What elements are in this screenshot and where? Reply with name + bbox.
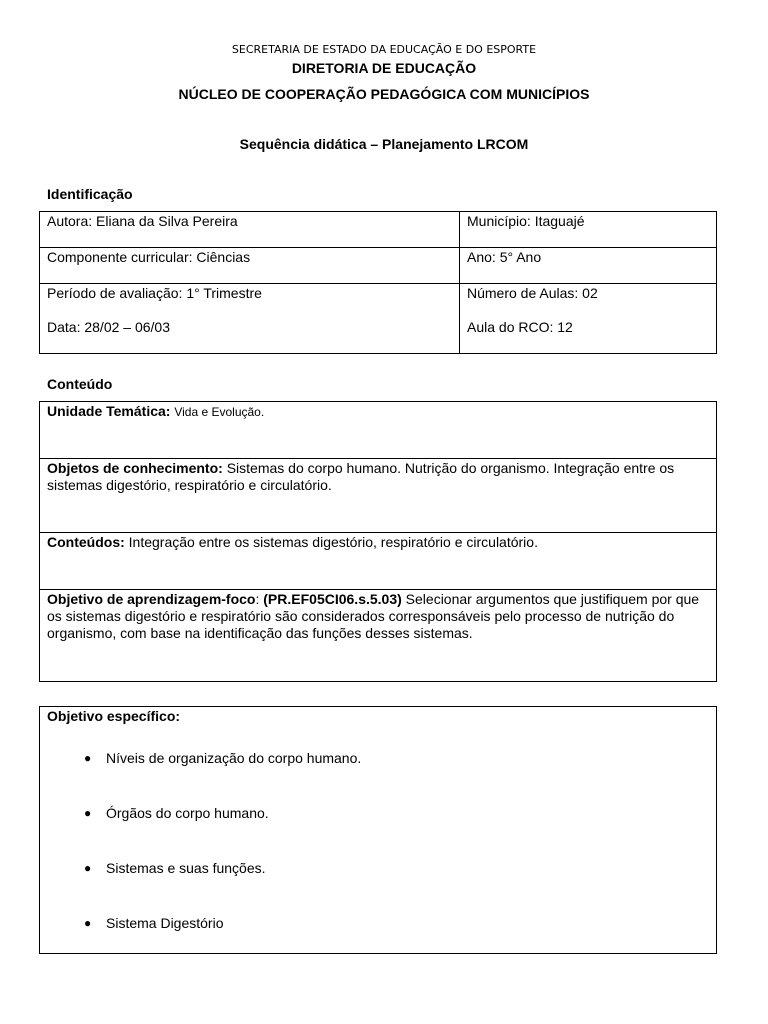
ano-cell: Ano: 5° Ano bbox=[460, 248, 717, 284]
municipio-cell: Município: Itaguajé bbox=[460, 212, 717, 248]
objetivo-aprendizagem-cell bbox=[40, 590, 717, 682]
periodo-text: Período de avaliação: 1° Trimestre bbox=[47, 285, 262, 301]
list-item-text: Sistema Digestório bbox=[106, 915, 224, 931]
bullet-icon: ● bbox=[84, 861, 92, 875]
componente-cell: Componente curricular: Ciências bbox=[40, 248, 460, 284]
bullet-icon: ● bbox=[84, 751, 92, 765]
list-item bbox=[47, 860, 709, 877]
unidade-tematica-cell bbox=[40, 402, 717, 459]
data-text: Data: 28/02 – 06/03 bbox=[47, 319, 170, 335]
unidade-label: Unidade Temática: bbox=[47, 403, 171, 419]
list-item-text: Órgãos do corpo humano. bbox=[106, 805, 269, 821]
table-row bbox=[40, 212, 717, 248]
objetivo-especifico-table bbox=[39, 706, 717, 954]
table-row bbox=[40, 459, 717, 533]
identificacao-table bbox=[39, 211, 717, 354]
objetivo-especifico-list bbox=[47, 750, 709, 932]
periodo-data-cell bbox=[40, 284, 460, 354]
table-row bbox=[40, 533, 717, 590]
bullet-icon: ● bbox=[84, 806, 92, 820]
conteudos-value: Integração entre os sistemas digestório, respiratório e circulatório. bbox=[128, 534, 538, 550]
list-item bbox=[47, 750, 709, 767]
numero-aulas-text: Número de Aulas: 02 bbox=[467, 285, 598, 301]
objetos-value: Sistemas do corpo humano. Nutrição do organismo. Integração entre os sistemas digestório, respiratório e circulatório. bbox=[47, 460, 675, 493]
objetivo-especifico-cell bbox=[40, 707, 717, 954]
aula-rco-text: Aula do RCO: 12 bbox=[467, 319, 573, 335]
objetos-conhecimento-cell bbox=[40, 459, 717, 533]
conteudo-table bbox=[39, 401, 717, 682]
objetivo-code: (PR.EF05CI06.s.5.03) bbox=[263, 591, 402, 607]
bullet-icon: ● bbox=[84, 916, 92, 930]
table-row bbox=[40, 248, 717, 284]
identificacao-heading: Identificação bbox=[47, 186, 133, 202]
header-secretaria: SECRETARIA DE ESTADO DA EDUCAÇÃO E DO ESPORTE bbox=[231, 43, 537, 56]
table-row bbox=[40, 284, 717, 354]
conteudo-heading: Conteúdo bbox=[47, 376, 113, 392]
table-row bbox=[40, 402, 717, 459]
table-row bbox=[40, 590, 717, 682]
objetivo-label: Objetivo de aprendizagem-foco bbox=[47, 591, 256, 607]
list-item bbox=[47, 915, 709, 932]
aulas-cell bbox=[460, 284, 717, 354]
autora-cell: Autora: Eliana da Silva Pereira bbox=[40, 212, 460, 248]
conteudos-cell bbox=[40, 533, 717, 590]
list-item-text: Sistemas e suas funções. bbox=[106, 860, 266, 876]
conteudos-label: Conteúdos: bbox=[47, 534, 125, 550]
header-diretoria: DIRETORIA DE EDUCAÇÃO bbox=[291, 60, 477, 76]
table-row bbox=[40, 707, 717, 954]
objetivo-especifico-label: Objetivo específico: bbox=[47, 708, 181, 724]
unidade-value: Vida e Evolução. bbox=[174, 405, 265, 419]
list-item-text: Níveis de organização do corpo humano. bbox=[106, 750, 362, 766]
objetivo-value: Selecionar argumentos que justifiquem por que os sistemas digestório e respiratório são considerados corresponsáveis pelo processo de nutrição do organismo, com base na identificação das funções desses sistemas. bbox=[47, 591, 700, 641]
list-item bbox=[47, 805, 709, 822]
objetivo-colon: : bbox=[255, 591, 264, 607]
header-nucleo: NÚCLEO DE COOPERAÇÃO PEDAGÓGICA COM MUNICÍPIOS bbox=[178, 86, 590, 102]
objetos-label: Objetos de conhecimento: bbox=[47, 460, 223, 476]
document-title: Sequência didática – Planejamento LRCOM bbox=[239, 136, 529, 152]
